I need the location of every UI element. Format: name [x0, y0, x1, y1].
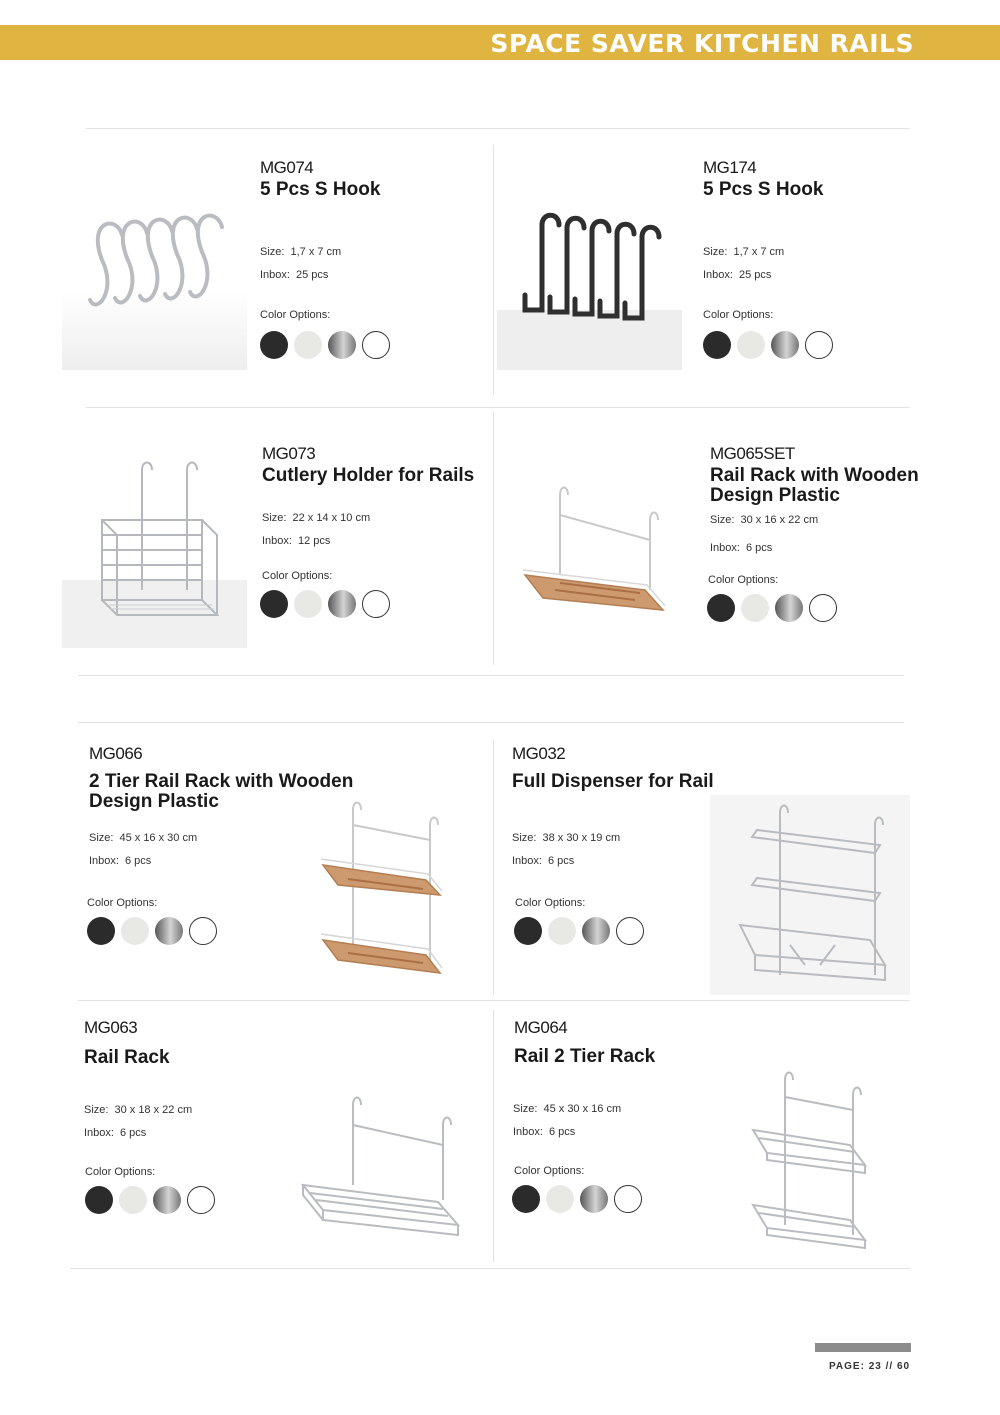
- product-size: Size: 22 x 14 x 10 cm: [262, 512, 371, 524]
- swatch-chrome: [328, 590, 356, 618]
- color-options-label: Color Options:: [85, 1166, 156, 1178]
- product-name: 5 Pcs S Hook: [260, 179, 381, 200]
- color-options-label: Color Options:: [260, 309, 331, 321]
- swatch-black: [87, 917, 115, 945]
- swatch-outline-white: [805, 331, 833, 359]
- product-image-rail-rack: [298, 1090, 463, 1240]
- swatch-white: [294, 331, 322, 359]
- color-swatches: [260, 590, 492, 618]
- product-inbox: Inbox: 25 pcs: [260, 269, 329, 281]
- product-inbox: Inbox: 6 pcs: [513, 1126, 576, 1138]
- product-code: MG066: [89, 744, 143, 763]
- product-inbox: Inbox: 6 pcs: [84, 1127, 147, 1139]
- product-name: Rail Rack: [84, 1047, 170, 1068]
- product-inbox: Inbox: 6 pcs: [710, 542, 773, 554]
- product-name: Rail Rack with Wooden Design Plastic: [710, 465, 919, 506]
- product-inbox: Inbox: 25 pcs: [703, 269, 772, 281]
- color-options-label: Color Options:: [262, 570, 333, 582]
- product-code: MG065SET: [710, 444, 795, 463]
- swatch-black: [514, 917, 542, 945]
- product-code: MG073: [262, 444, 316, 463]
- swatch-outline-white: [187, 1186, 215, 1214]
- product-card-mg063: [84, 1018, 304, 1214]
- product-inbox: Inbox: 6 pcs: [89, 855, 152, 867]
- divider: [78, 1000, 910, 1001]
- swatch-chrome: [153, 1186, 181, 1214]
- product-code: MG174: [703, 158, 757, 177]
- swatch-outline-white: [189, 917, 217, 945]
- color-options-label: Color Options:: [515, 897, 586, 909]
- product-code: MG074: [260, 158, 314, 177]
- swatch-white: [546, 1185, 574, 1213]
- swatch-outline-white: [616, 917, 644, 945]
- swatch-outline-white: [362, 590, 390, 618]
- color-options-label: Color Options:: [703, 309, 774, 321]
- product-size: Size: 30 x 16 x 22 cm: [710, 514, 819, 526]
- divider: [493, 412, 494, 665]
- swatch-outline-white: [614, 1185, 642, 1213]
- product-inbox: Inbox: 12 pcs: [262, 535, 331, 547]
- divider: [493, 145, 494, 395]
- swatch-white: [737, 331, 765, 359]
- swatch-outline-white: [809, 594, 837, 622]
- swatch-white: [119, 1186, 147, 1214]
- product-card-mg064: [514, 1018, 734, 1213]
- color-swatches: [514, 917, 732, 945]
- product-size: Size: 38 x 30 x 19 cm: [512, 832, 621, 844]
- swatch-black: [85, 1186, 113, 1214]
- product-image-2-tier-rail-rack-wooden: [318, 795, 448, 995]
- divider: [70, 1268, 910, 1269]
- swatch-white: [548, 917, 576, 945]
- swatch-chrome: [775, 594, 803, 622]
- product-card-mg032: [512, 744, 732, 945]
- divider: [493, 1010, 494, 1262]
- product-size: Size: 45 x 16 x 30 cm: [89, 832, 198, 844]
- color-swatches: [707, 594, 920, 622]
- swatch-chrome: [582, 917, 610, 945]
- color-swatches: [85, 1186, 304, 1214]
- product-card-mg073: [262, 444, 492, 618]
- product-size: Size: 45 x 30 x 16 cm: [513, 1103, 622, 1115]
- header-banner: [0, 25, 1000, 60]
- product-name: Cutlery Holder for Rails: [262, 465, 475, 486]
- swatch-white: [741, 594, 769, 622]
- product-code: MG063: [84, 1018, 138, 1037]
- product-size: Size: 1,7 x 7 cm: [703, 246, 785, 258]
- product-size: Size: 1,7 x 7 cm: [260, 246, 342, 258]
- product-name: 5 Pcs S Hook: [703, 179, 824, 200]
- swatch-chrome: [155, 917, 183, 945]
- color-options-label: Color Options:: [87, 897, 158, 909]
- product-image-cutlery-holder: [62, 460, 247, 648]
- product-inbox: Inbox: 6 pcs: [512, 855, 575, 867]
- divider: [86, 128, 910, 129]
- divider: [493, 740, 494, 995]
- swatch-black: [260, 331, 288, 359]
- color-swatches: [260, 331, 490, 359]
- swatch-black: [703, 331, 731, 359]
- swatch-outline-white: [362, 331, 390, 359]
- page-title: SPACE SAVER KITCHEN RAILS: [490, 29, 914, 58]
- product-image-rail-2-tier-rack: [745, 1065, 875, 1260]
- product-card-mg065set: [710, 444, 920, 622]
- color-swatches: [512, 1185, 734, 1213]
- divider: [78, 675, 904, 676]
- product-name: Rail 2 Tier Rack: [514, 1046, 656, 1067]
- product-card-mg174: [703, 158, 913, 359]
- product-image-s-hook-chrome: [62, 200, 247, 370]
- product-image-rail-rack-wooden: [515, 480, 675, 630]
- color-options-label: Color Options:: [708, 574, 779, 586]
- product-size: Size: 30 x 18 x 22 cm: [84, 1104, 193, 1116]
- divider: [86, 407, 910, 408]
- swatch-chrome: [328, 331, 356, 359]
- footer-bar: [815, 1343, 911, 1352]
- product-card-mg074: [260, 158, 490, 359]
- color-swatches: [703, 331, 913, 359]
- product-name: Full Dispenser for Rail: [512, 771, 714, 792]
- swatch-white: [121, 917, 149, 945]
- product-name: 2 Tier Rail Rack with Wooden Design Plastic: [89, 771, 354, 812]
- swatch-white: [294, 590, 322, 618]
- product-image-full-dispenser: [710, 795, 910, 995]
- product-image-s-hook-black: [497, 200, 682, 370]
- swatch-chrome: [580, 1185, 608, 1213]
- product-code: MG032: [512, 744, 566, 763]
- swatch-chrome: [771, 331, 799, 359]
- divider: [78, 722, 904, 723]
- swatch-black: [512, 1185, 540, 1213]
- swatch-black: [260, 590, 288, 618]
- color-options-label: Color Options:: [514, 1165, 585, 1177]
- page-number: PAGE: 23 // 60: [829, 1361, 911, 1372]
- product-code: MG064: [514, 1018, 568, 1037]
- swatch-black: [707, 594, 735, 622]
